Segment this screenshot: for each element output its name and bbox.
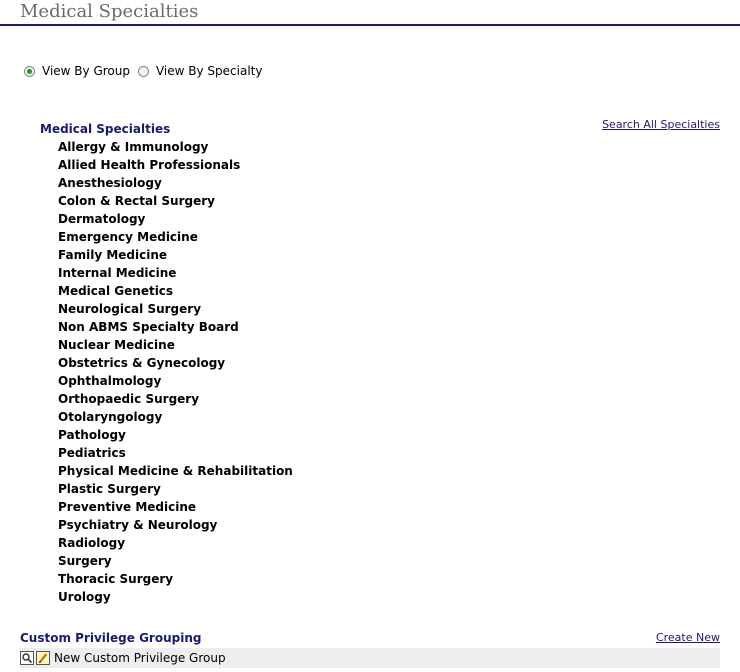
specialty-item[interactable]: Thoracic Surgery [58, 572, 174, 586]
search-all-specialties-link[interactable]: Search All Specialties [602, 118, 720, 131]
specialty-item[interactable]: Otolaryngology [58, 410, 163, 424]
specialty-item[interactable]: Anesthesiology [58, 176, 162, 190]
title-divider [0, 24, 740, 26]
view-by-group-radio[interactable] [24, 66, 35, 77]
specialty-item[interactable]: Orthopaedic Surgery [58, 392, 200, 406]
specialty-item[interactable]: Radiology [58, 536, 126, 550]
specialty-item[interactable]: Dermatology [58, 212, 146, 226]
specialty-item[interactable]: Pathology [58, 428, 126, 442]
specialty-item[interactable]: Colon & Rectal Surgery [58, 194, 215, 208]
specialty-item[interactable]: Allied Health Professionals [58, 158, 241, 172]
create-new-link[interactable]: Create New [655, 631, 720, 644]
specialty-item[interactable]: Internal Medicine [58, 266, 177, 280]
view-by-group-label[interactable]: View By Group [42, 64, 130, 78]
specialty-item[interactable]: Surgery [58, 554, 112, 568]
view-icon[interactable] [20, 651, 34, 665]
specialty-item[interactable]: Medical Genetics [58, 284, 174, 298]
custom-grouping-heading: Custom Privilege Grouping [20, 631, 202, 645]
view-by-specialty-label[interactable]: View By Specialty [155, 64, 263, 78]
specialty-list [58, 138, 293, 606]
specialty-item[interactable]: Ophthalmology [58, 374, 162, 388]
specialty-item[interactable]: Non ABMS Specialty Board [58, 320, 239, 334]
specialty-item[interactable]: Urology [58, 590, 111, 604]
specialties-heading: Medical Specialties [40, 122, 171, 136]
specialty-item[interactable]: Family Medicine [58, 248, 168, 262]
view-toggle [24, 63, 270, 79]
specialty-item[interactable]: Pediatrics [58, 446, 126, 460]
view-by-specialty-radio[interactable] [138, 66, 149, 77]
specialty-item[interactable]: Emergency Medicine [58, 230, 198, 244]
custom-group-label[interactable]: New Custom Privilege Group [54, 651, 226, 665]
specialty-item[interactable]: Neurological Surgery [58, 302, 202, 316]
specialty-item[interactable]: Psychiatry & Neurology [58, 518, 218, 532]
specialty-item[interactable]: Preventive Medicine [58, 500, 197, 514]
specialty-item[interactable]: Physical Medicine & Rehabilitation [58, 464, 293, 478]
specialty-item[interactable]: Allergy & Immunology [58, 140, 209, 154]
specialty-item[interactable]: Obstetrics & Gynecology [58, 356, 226, 370]
custom-group-row [20, 648, 720, 668]
specialty-item[interactable]: Nuclear Medicine [58, 338, 175, 352]
edit-icon[interactable] [36, 651, 50, 665]
specialty-item[interactable]: Plastic Surgery [58, 482, 161, 496]
page-title: Medical Specialties [20, 1, 199, 22]
